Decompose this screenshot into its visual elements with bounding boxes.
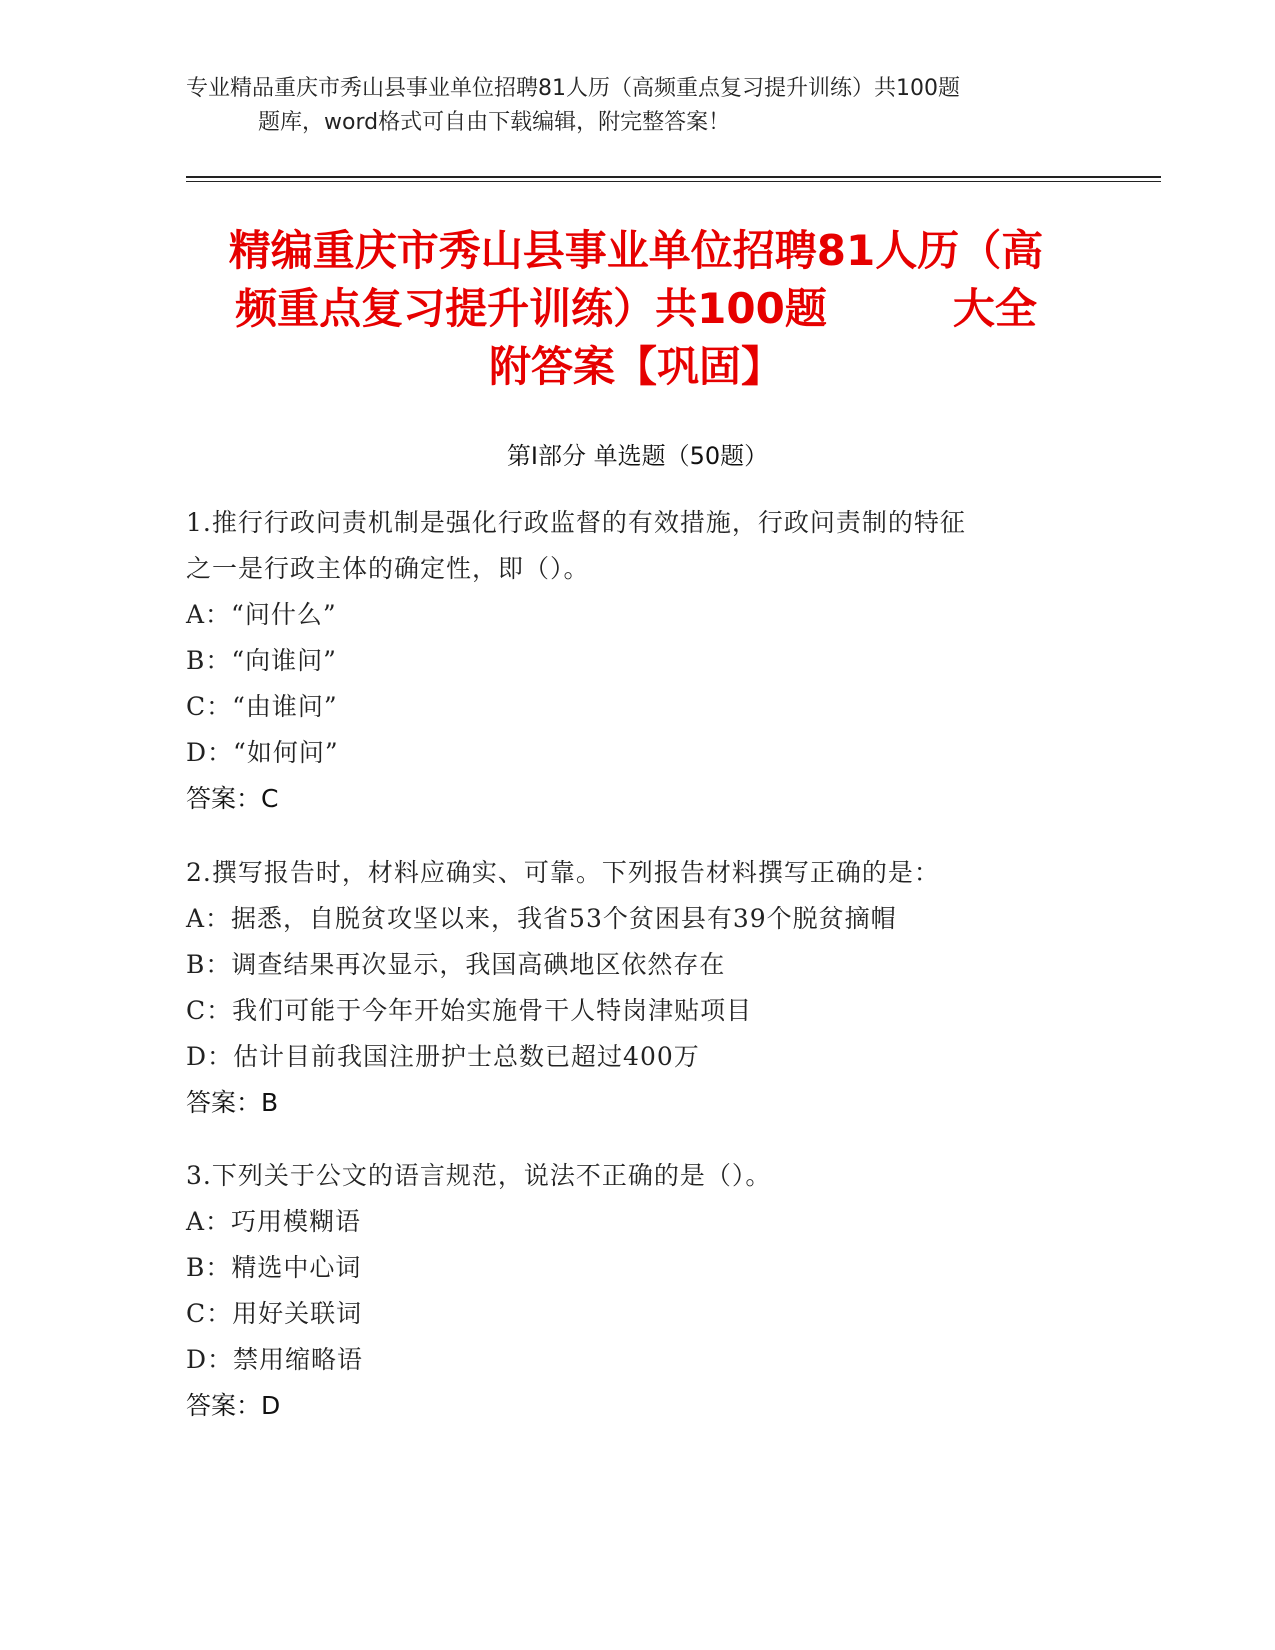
header-note-line2: 题库，word格式可自由下载编辑，附完整答案！ bbox=[258, 110, 731, 135]
option-a: A：据悉，自脱贫攻坚以来，我省53个贫困县有39个脱贫摘帽 bbox=[186, 904, 897, 933]
option-c: C：我们可能于今年开始实施骨干人特岗津贴项目 bbox=[186, 996, 753, 1025]
question-stem-line1: 1.推行行政问责机制是强化行政监督的有效措施，行政问责制的特征 bbox=[186, 508, 966, 537]
question-stem-line1: 3.下列关于公文的语言规范，说法不正确的是（）。 bbox=[186, 1161, 772, 1190]
option-c: C：“由谁问” bbox=[186, 692, 338, 721]
header-note bbox=[186, 72, 1086, 140]
title-line1: 精编重庆市秀山县事业单位招聘81人历（高 bbox=[228, 226, 1044, 275]
option-a: A：“问什么” bbox=[186, 600, 337, 629]
title-line2: 频重点复习提升训练）共100题 大全 bbox=[235, 284, 1037, 333]
header-note-line1: 专业精品重庆市秀山县事业单位招聘81人历（高频重点复习提升训练）共100题 bbox=[186, 76, 960, 101]
answer: 答案：C bbox=[186, 784, 279, 813]
question-1 bbox=[186, 500, 1066, 822]
option-d: D：禁用缩略语 bbox=[186, 1345, 364, 1374]
option-d: D：估计目前我国注册护士总数已超过400万 bbox=[186, 1042, 700, 1071]
option-c: C：用好关联词 bbox=[186, 1299, 363, 1328]
answer: 答案：B bbox=[186, 1088, 279, 1117]
question-stem-line1: 2.撰写报告时，材料应确实、可靠。下列报告材料撰写正确的是： bbox=[186, 858, 940, 887]
answer: 答案：D bbox=[186, 1391, 281, 1420]
document-title bbox=[186, 222, 1086, 396]
option-b: B：精选中心词 bbox=[186, 1253, 362, 1282]
option-b: B：“向谁问” bbox=[186, 646, 337, 675]
question-3 bbox=[186, 1153, 1066, 1429]
section-title: 第Ⅰ部分 单选题（50题） bbox=[506, 442, 769, 470]
header-divider bbox=[186, 176, 1161, 182]
question-stem-line2: 之一是行政主体的确定性，即（）。 bbox=[186, 554, 590, 583]
option-b: B：调查结果再次显示，我国高碘地区依然存在 bbox=[186, 950, 726, 979]
option-a: A：巧用模糊语 bbox=[186, 1207, 362, 1236]
option-d: D：“如何问” bbox=[186, 738, 339, 767]
question-2 bbox=[186, 850, 1066, 1126]
title-line3: 附答案【巩固】 bbox=[488, 342, 783, 391]
